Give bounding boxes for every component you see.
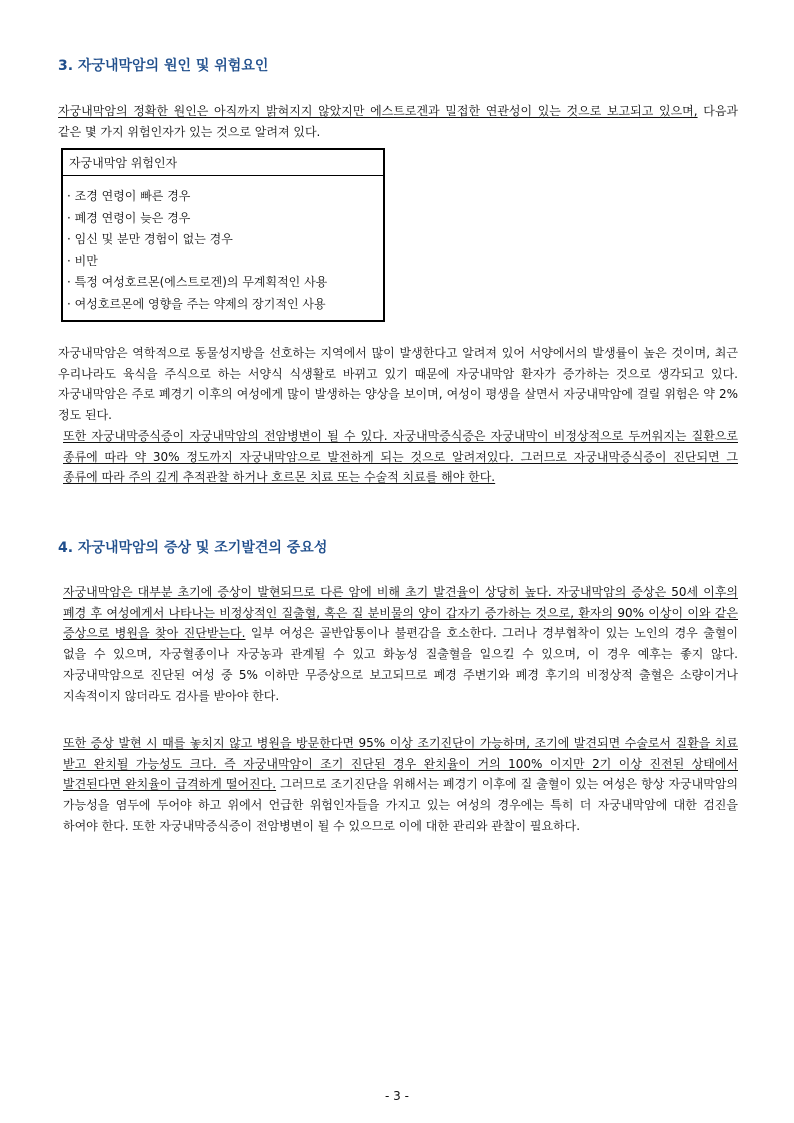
section3-intro-rest: 다음과 같은 몇 가지 위험인자가 있는 것으로 알려져 있다.	[58, 104, 738, 139]
section4-paragraph-early-detection	[58, 733, 738, 837]
section3-paragraph-hyperplasia	[58, 426, 738, 488]
section4-symptoms-rest: 일부 여성은 골반압통이나 불편감을 호소한다. 그러나 경부협착이 있는 노인의 경우 출혈이 없을 수 있으며, 자궁혈종이나 자궁농과 관계될 수 있고 화농성 질출혈을 일으킬 수 있으며, 이 경우 예후는 좋지 않다. 자궁내막암으로 진단된 여성 중 5% 이하만 무증상으로 보고되므로 폐경 주변기와 폐경 후기의 비정상적 출혈은 소량이거나 지속적이지 않더라도 검사를 받아야 한다.	[63, 626, 738, 703]
section3-intro-underlined: 자궁내막암의 정확한 원인은 아직까지 밝혀지지 않았지만 에스트로겐과 밀접한 연관성이 있는 것으로 보고되고 있으며,	[58, 104, 698, 118]
section3-heading: 3. 자궁내막암의 원인 및 위험요인	[58, 58, 269, 74]
risk-factor-item: · 특정 여성호르몬(에스트로겐)의 무계획적인 사용	[67, 275, 328, 289]
risk-factor-item: · 폐경 연령이 늦은 경우	[67, 210, 191, 225]
section3-intro	[58, 101, 738, 142]
section3-hyperplasia-underlined: 또한 자궁내막증식증이 자궁내막암의 전암병변이 될 수 있다. 자궁내막증식증은 자궁내막이 비정상적으로 두꺼워지는 질환으로 종류에 따라 약 30% 정도까지 자궁내막암으로 발전하게 되는 것으로 알려져있다. 그러므로 자궁내막증식증이 진단되면 그 종류에 따라 주의 깊게 추적관찰 하거나 호르몬 치료 또는 수술적 치료를 해야 한다.	[63, 429, 738, 485]
section4-symptoms-underlined: 자궁내막암은 대부분 초기에 증상이 발현되므로 다른 암에 비해 초기 발견율이 상당히 높다. 자궁내막암의 증상은 50세 이후의 폐경 후 여성에게서 나타나는 비정상적인 질출혈, 혹은 질 분비물의 양이 갑자기 증가하는 것으로, 환자의 90% 이상이 이와 같은 증상으로 병원을 찾아 진단받는다.	[63, 585, 738, 641]
risk-factor-item: · 임신 및 분만 경험이 없는 경우	[67, 232, 233, 246]
section4-heading: 4. 자궁내막암의 증상 및 조기발견의 중요성	[58, 540, 328, 556]
risk-factor-box-title: 자궁내막암 위험인자	[63, 150, 383, 176]
section4-early-detection-underlined: 또한 증상 발현 시 때를 놓치지 않고 병원을 방문한다면 95% 이상 조기진단이 가능하며, 조기에 발견되면 수술로서 질환을 치료 받고 완치될 가능성도 크다. 즉 자궁내막암이 조기 진단된 경우 완치율이 거의 100% 이지만 2기 이상 진전된 상태에서 발견된다면 완치율이 급격하게 떨어진다.	[63, 736, 738, 792]
risk-factor-item: · 비만	[67, 253, 98, 268]
risk-factor-item: · 조경 연령이 빠른 경우	[67, 189, 191, 203]
section3-paragraph-epidemiology: 자궁내막암은 역학적으로 동물성지방을 선호하는 지역에서 많이 발생한다고 알려져 있어 서양에서의 발생률이 높은 것이며, 최근 우리나라도 육식을 주식으로 하는 서양식 식생활로 바뀌고 있기 때문에 자궁내막암 환자가 증가하는 것으로 생각되고 있다. 자궁내막암은 주로 폐경기 이후의 여성에게 많이 발생하는 양상을 보이며, 여성이 평생을 살면서 자궁내막암에 걸릴 위험은 약 2% 정도 된다.	[58, 346, 738, 423]
risk-factor-list	[63, 176, 383, 315]
page-number: - 3 -	[385, 1089, 409, 1103]
section4-paragraph-symptoms	[58, 582, 738, 706]
risk-factor-item: · 여성호르몬에 영향을 주는 약제의 장기적인 사용	[67, 296, 326, 311]
section4-early-detection-rest: 그러므로 조기진단을 위해서는 폐경기 이후에 질 출혈이 있는 여성은 항상 자궁내막암의 가능성을 염두에 두어야 하고 위에서 언급한 위험인자들을 가지고 있는 여성의 경우에는 특히 더 자궁내막암에 대한 검진을 하여야 한다. 또한 자궁내막증식증이 전암병변이 될 수 있으므로 이에 대한 관리와 관찰이 필요하다.	[63, 777, 739, 833]
risk-factor-box	[61, 148, 385, 322]
